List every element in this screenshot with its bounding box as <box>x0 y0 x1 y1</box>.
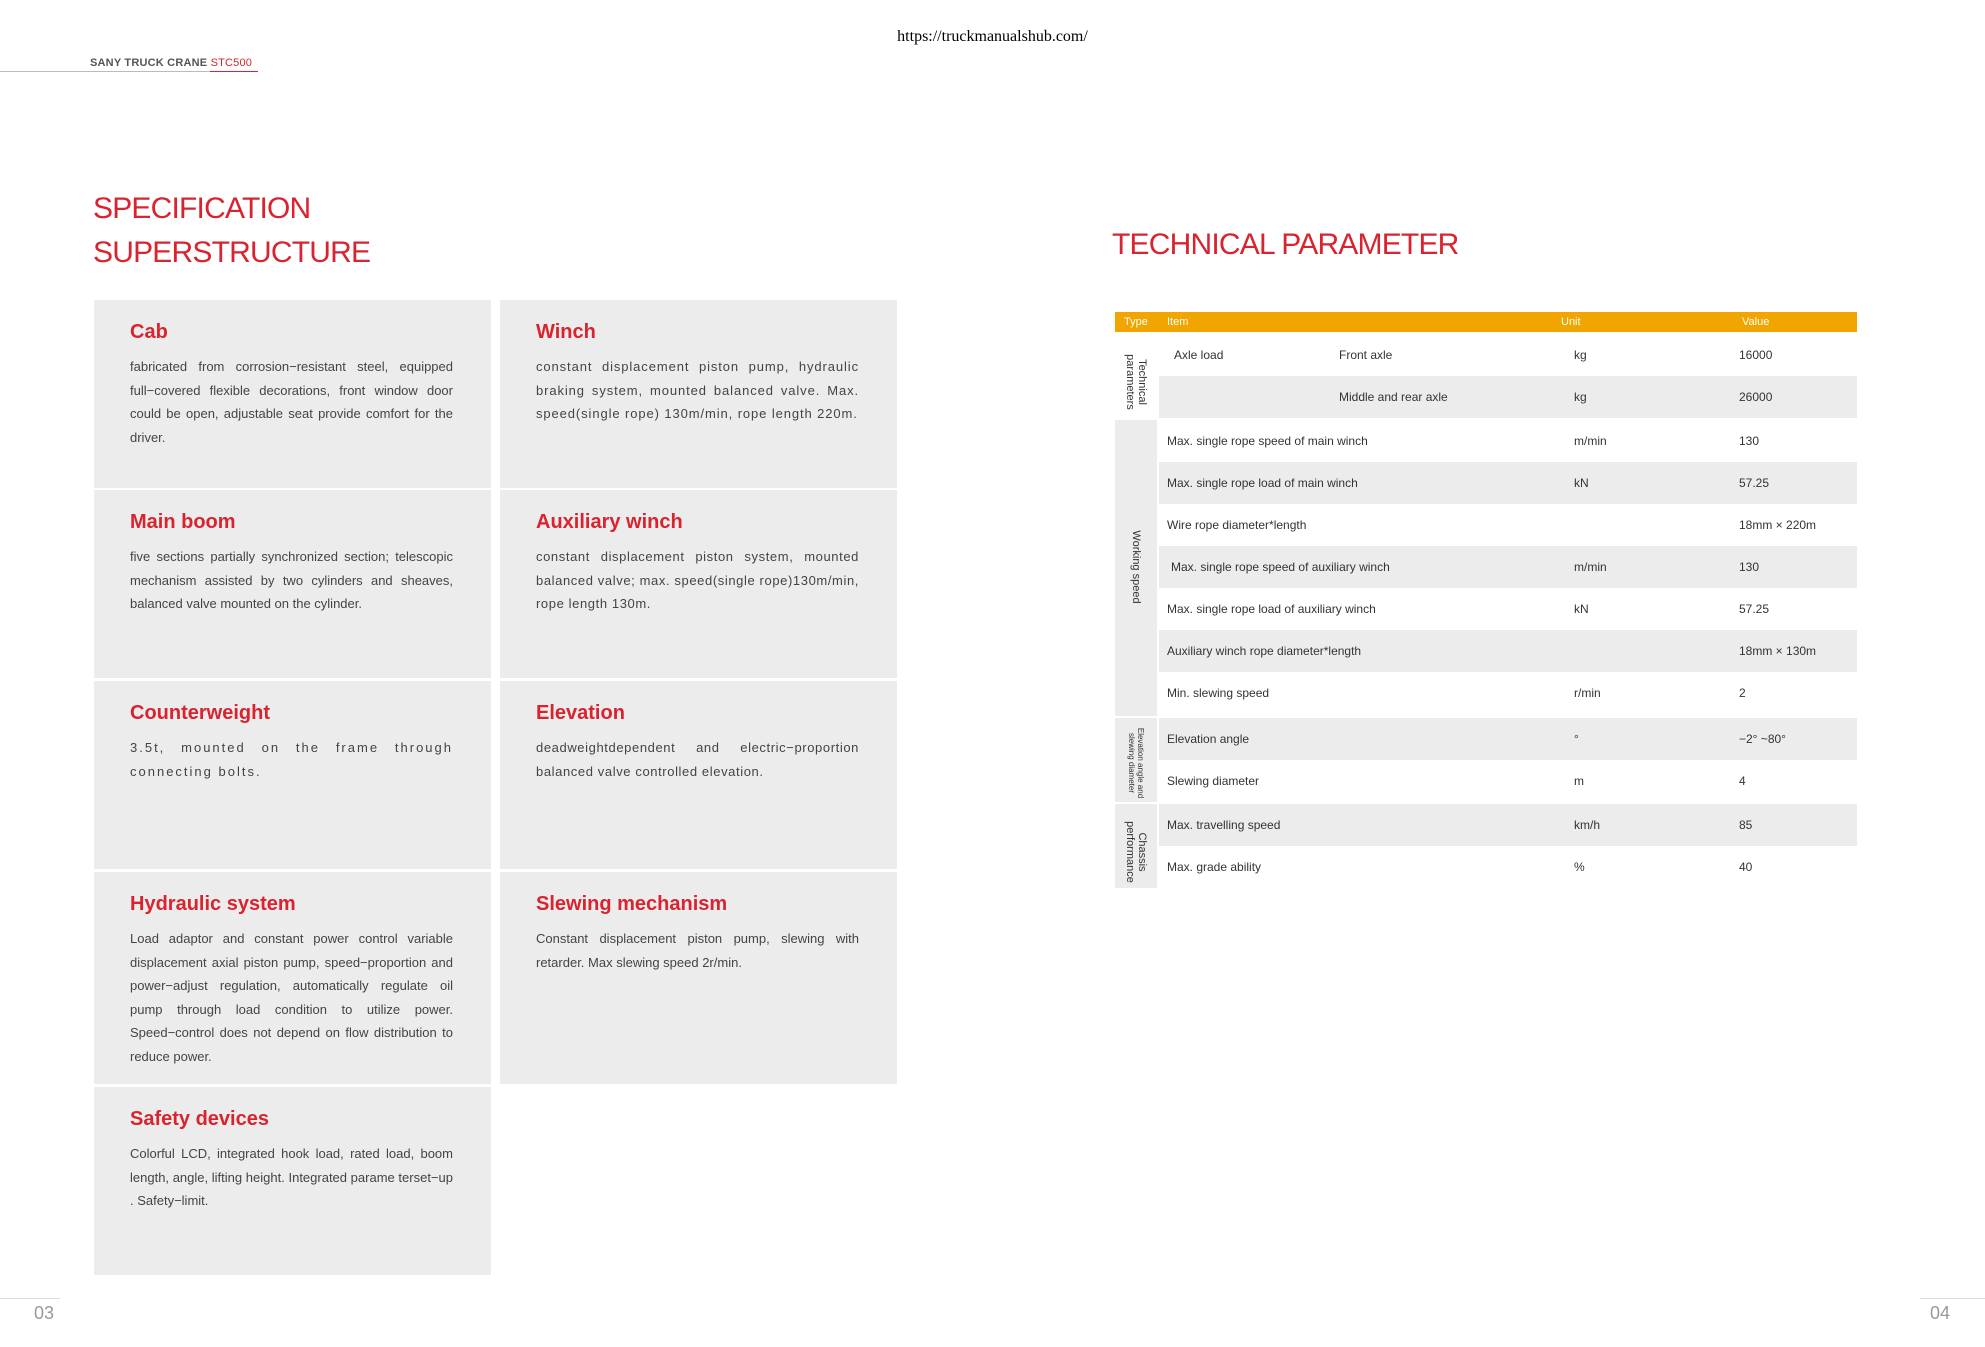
row-value: 26000 <box>1739 390 1773 404</box>
type-label: Elevation angle and slewing diameter <box>1127 727 1145 799</box>
row-item: Max. travelling speed <box>1167 818 1281 832</box>
table-row <box>1159 718 1857 760</box>
card-title: Auxiliary winch <box>536 511 683 533</box>
row-item: Min. slewing speed <box>1167 686 1270 700</box>
card-hydraulic-system <box>94 872 491 1084</box>
table-row <box>1159 334 1857 376</box>
row-unit: % <box>1574 860 1585 874</box>
table-header <box>1115 312 1857 332</box>
card-title: Cab <box>130 321 168 343</box>
row-item: Auxiliary winch rope diameter*length <box>1167 644 1362 658</box>
type-elevation <box>1115 718 1157 802</box>
card-title: Safety devices <box>130 1108 269 1130</box>
header-value: Value <box>1742 316 1770 328</box>
row-item: Wire rope diameter*length <box>1167 518 1307 532</box>
row-unit: kN <box>1574 476 1589 490</box>
card-text: 3.5t, mounted on the frame through connecting bolts. <box>130 740 453 779</box>
row-subitem: Middle and rear axle <box>1339 390 1448 404</box>
table-row <box>1159 376 1857 418</box>
type-chassis <box>1115 804 1157 888</box>
card-text: five sections partially synchronized section; telescopic mechanism assisted by two cylinders and sheaves, balanced valve mounted on the cylinder. <box>130 549 453 611</box>
card-slewing-mechanism <box>500 872 897 1084</box>
page-number-right: 04 <box>1930 1303 1951 1323</box>
table-row <box>1159 462 1857 504</box>
row-value: 2 <box>1739 686 1746 700</box>
card-elevation <box>500 681 897 869</box>
row-subitem: Front axle <box>1339 348 1393 362</box>
card-title: Counterweight <box>130 702 270 724</box>
header-type: Type <box>1124 316 1148 328</box>
row-value: 40 <box>1739 860 1753 874</box>
spec-title <box>93 187 370 275</box>
row-item: Elevation angle <box>1167 732 1250 746</box>
card-safety-devices <box>94 1087 491 1275</box>
row-unit: kg <box>1574 348 1587 362</box>
card-auxiliary-winch <box>500 490 897 678</box>
row-unit: ° <box>1574 732 1579 746</box>
card-main-boom <box>94 490 491 678</box>
page-rule-left <box>0 1298 60 1299</box>
header-unit: Unit <box>1561 316 1581 328</box>
row-item: Max. single rope load of main winch <box>1167 476 1358 490</box>
table-row <box>1159 672 1857 714</box>
card-text: fabricated from corrosion−resistant steel, equipped full−covered flexible decorations, front window door could be open, adjustable seat provide comfort for the driver. <box>130 359 453 445</box>
card-title: Slewing mechanism <box>536 893 728 915</box>
row-value: 18mm × 220m <box>1739 518 1817 532</box>
page-rule-right <box>1920 1298 1985 1299</box>
table-row <box>1159 760 1857 802</box>
row-value: 57.25 <box>1739 602 1770 616</box>
card-text: Colorful LCD, integrated hook load, rated load, boom length, angle, lifting height. Integrated parame terset−up . Safety−limit. <box>130 1146 453 1208</box>
row-unit: kg <box>1574 390 1587 404</box>
row-value: 130 <box>1739 434 1760 448</box>
table-row <box>1159 420 1857 462</box>
brand-label <box>90 57 252 69</box>
source-url: https://truckmanualshub.com/ <box>897 28 1088 45</box>
row-value: 4 <box>1739 774 1746 788</box>
row-unit: r/min <box>1574 686 1601 700</box>
row-unit: km/h <box>1574 818 1601 832</box>
card-title: Elevation <box>536 702 625 724</box>
header-item: Item <box>1167 316 1189 328</box>
type-label: Technical parameters <box>1124 354 1148 410</box>
spec-title-line1: SPECIFICATION <box>93 192 311 225</box>
page-number-left: 03 <box>34 1303 55 1323</box>
row-unit: m/min <box>1574 434 1607 448</box>
table-row <box>1159 546 1857 588</box>
row-item: Max. grade ability <box>1167 860 1262 874</box>
row-item: Max. single rope load of auxiliary winch <box>1167 602 1376 616</box>
card-text: constant displacement piston system, mounted balanced valve; max. speed(single rope)130m/min, rope length 130m. <box>536 549 859 611</box>
card-text: deadweightdependent and electric−proportion balanced valve controlled elevation. <box>536 740 859 779</box>
type-technical <box>1115 334 1157 418</box>
row-value: 85 <box>1739 818 1753 832</box>
brand-rule-accent <box>210 71 258 72</box>
row-item: Slewing diameter <box>1167 774 1260 788</box>
card-cab <box>94 300 491 488</box>
technical-parameter-title: TECHNICAL PARAMETER <box>1112 228 1459 261</box>
card-text: constant displacement piston pump, hydraulic braking system, mounted balanced valve. Max. speed(single rope) 130m/min, rope length 220m. <box>536 359 859 421</box>
row-unit: m <box>1574 774 1584 788</box>
brand-name: SANY TRUCK CRANE <box>90 57 208 69</box>
card-title: Hydraulic system <box>130 893 296 915</box>
type-label: Chassis performance <box>1124 821 1148 883</box>
card-text: Load adaptor and constant power control variable displacement axial piston pump, speed−proportion and power−adjust regulation, automatically regulate oil pump through load condition to utilize power. Speed−control does not depend on flow distribution to reduce power. <box>130 931 453 1064</box>
card-counterweight <box>94 681 491 869</box>
brand-rule <box>0 71 258 72</box>
card-text: Constant displacement piston pump, slewing with retarder. Max slewing speed 2r/min. <box>536 931 859 970</box>
table-row <box>1159 630 1857 672</box>
type-working-speed <box>1115 420 1157 716</box>
row-value: 16000 <box>1739 348 1773 362</box>
table-row <box>1159 504 1857 546</box>
card-title: Main boom <box>130 511 236 533</box>
row-value: 130 <box>1739 560 1760 574</box>
row-unit: m/min <box>1574 560 1607 574</box>
row-value: 57.25 <box>1739 476 1770 490</box>
card-winch <box>500 300 897 488</box>
type-label: Working speed <box>1130 530 1142 604</box>
row-unit: kN <box>1574 602 1589 616</box>
card-title: Winch <box>536 321 596 343</box>
spec-title-line2: SUPERSTRUCTURE <box>93 236 371 269</box>
table-row <box>1159 804 1857 846</box>
row-value: 18mm × 130m <box>1739 644 1817 658</box>
row-item: Max. single rope speed of auxiliary winch <box>1171 560 1390 574</box>
table-row <box>1159 846 1857 888</box>
row-item: Max. single rope speed of main winch <box>1167 434 1368 448</box>
table-row <box>1159 588 1857 630</box>
brand-model: STC500 <box>210 57 253 69</box>
row-value: −2° ~80° <box>1739 732 1786 746</box>
row-item: Axle load <box>1174 348 1224 362</box>
